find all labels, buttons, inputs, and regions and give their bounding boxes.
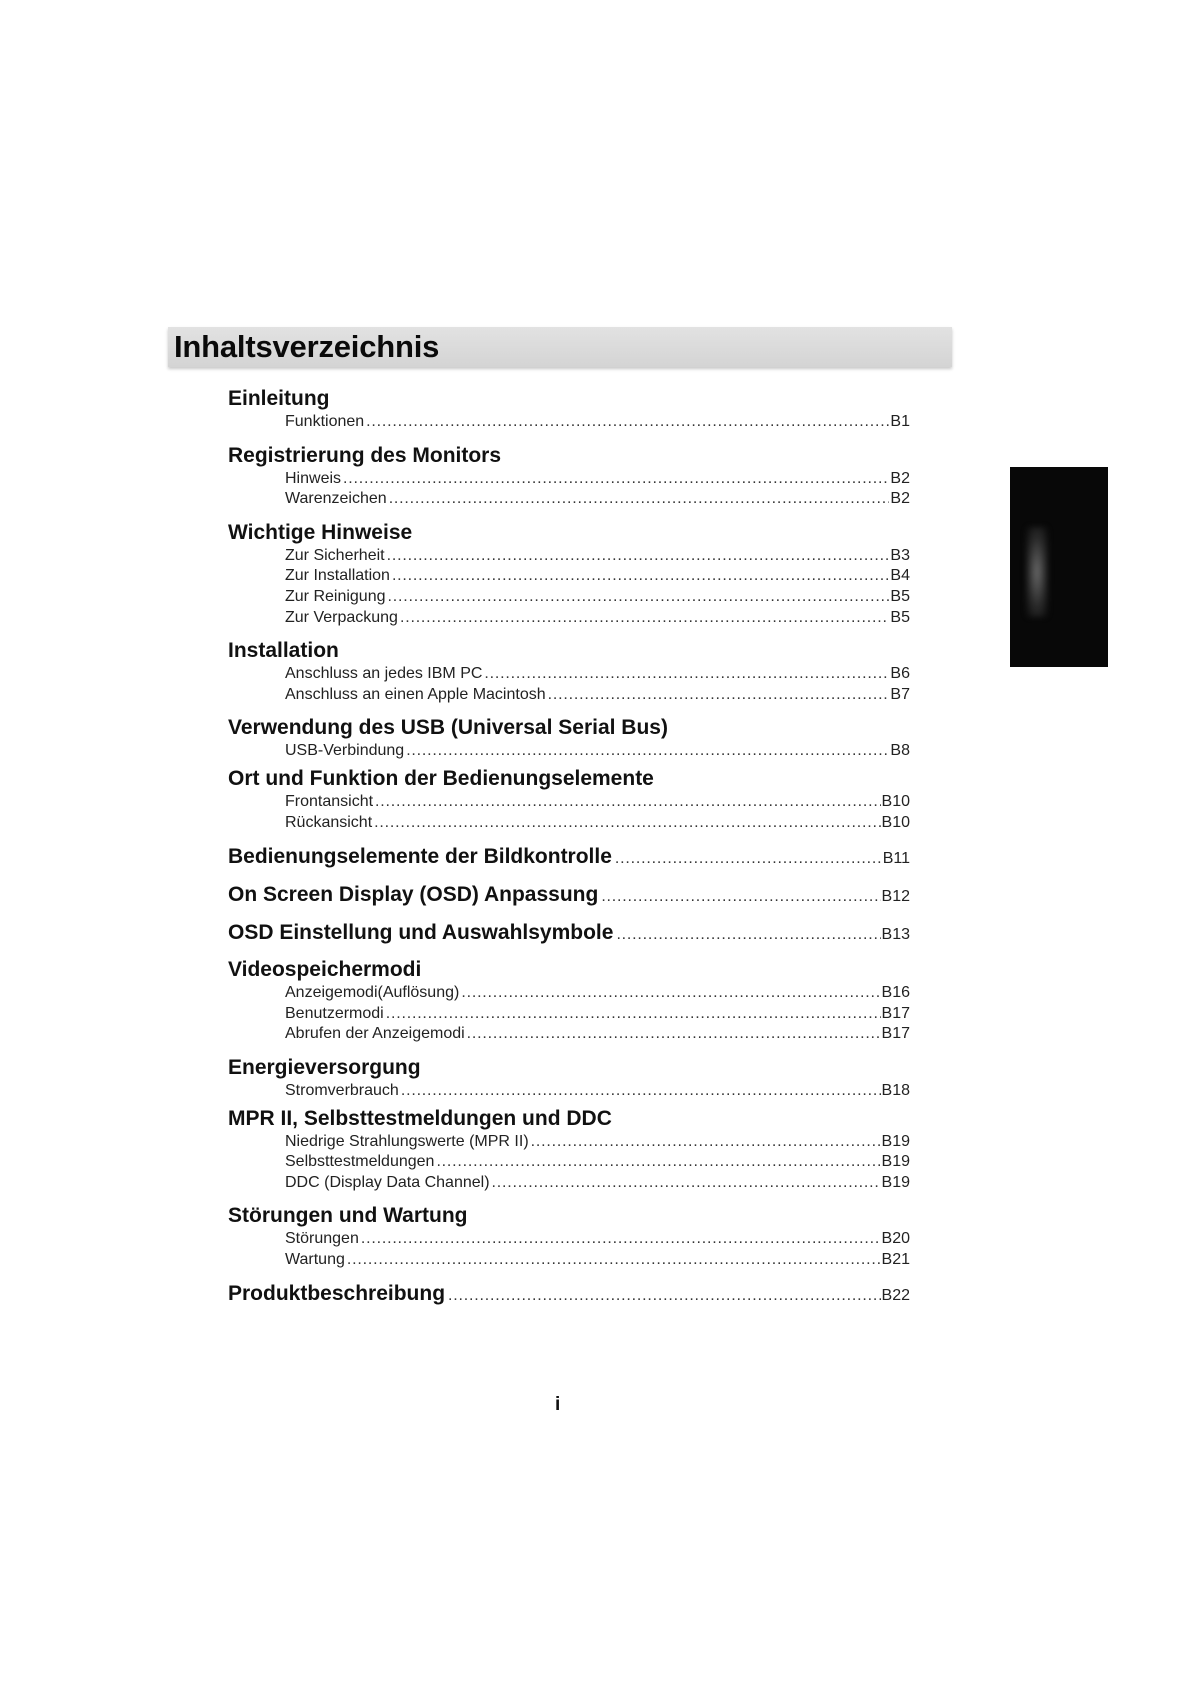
toc-section-usb (228, 715, 910, 762)
table-of-contents (228, 386, 910, 1318)
dot-leader (616, 926, 880, 944)
toc-entry[interactable] (228, 1173, 910, 1194)
toc-entry-label: DDC (Display Data Channel) (285, 1173, 490, 1191)
toc-entry-label: OSD Einstellung und Auswahlsymbole (228, 921, 614, 945)
dot-leader (548, 685, 890, 706)
toc-entry-page: B6 (890, 665, 910, 683)
toc-section-heading: Verwendung des USB (Universal Serial Bus) (228, 716, 668, 740)
toc-entry-label: Störungen (285, 1230, 359, 1248)
toc-section-heading: Einleitung (228, 387, 330, 410)
toc-entry-page: B19 (881, 1132, 910, 1150)
dot-leader (448, 1287, 881, 1305)
toc-entry[interactable] (228, 1152, 910, 1173)
toc-entry-label: Bedienungselemente der Bildkontrolle (228, 845, 612, 869)
toc-entry-label: Produktbeschreibung (228, 1282, 446, 1306)
toc-entry-label: Zur Reinigung (285, 587, 386, 605)
toc-section-heading: Energieversorgung (228, 1055, 421, 1079)
toc-entry[interactable] (228, 685, 910, 706)
toc-entry[interactable] (228, 741, 910, 762)
toc-section-einleitung (228, 386, 910, 433)
toc-entry[interactable] (228, 983, 910, 1004)
dot-leader (601, 888, 880, 906)
toc-entry-page: B5 (890, 608, 910, 626)
toc-entry-osd-einstellung[interactable] (228, 919, 910, 946)
title-bar (168, 327, 952, 367)
toc-section-videospeichermodi (228, 957, 910, 1045)
toc-entry-label: Wartung (285, 1250, 345, 1268)
toc-entry-label: Frontansicht (285, 792, 374, 810)
toc-entry-page: B19 (881, 1173, 910, 1191)
dot-leader (484, 664, 889, 685)
toc-entry-page: B8 (890, 742, 910, 760)
toc-section-bedienungselemente (228, 766, 910, 833)
toc-section-heading: Wichtige Hinweise (228, 520, 413, 544)
toc-section-heading: MPR II, Selbsttestmeldungen und DDC (228, 1106, 612, 1130)
toc-entry[interactable] (228, 1250, 910, 1271)
toc-entry[interactable] (228, 1229, 910, 1250)
toc-section-stoerungen (228, 1203, 910, 1270)
toc-entry-page: B2 (890, 490, 910, 508)
dot-leader (615, 850, 882, 868)
toc-entry-label: USB-Verbindung (285, 742, 405, 760)
toc-entry-label: Funktionen (285, 413, 365, 430)
toc-entry-page: B10 (881, 813, 910, 831)
dot-leader (467, 1024, 881, 1045)
side-tab-marker (1010, 467, 1108, 667)
dot-leader (375, 792, 880, 813)
dot-leader (492, 1173, 881, 1194)
toc-section-heading: Ort und Funktion der Bedienungselemente (228, 766, 654, 790)
toc-entry-page: B4 (890, 567, 910, 585)
toc-section-registrierung (228, 443, 910, 510)
side-tab-glow (1026, 527, 1048, 617)
dot-leader (347, 1250, 881, 1271)
toc-entry-label: Warenzeichen (285, 490, 387, 508)
toc-entry-label: Hinweis (285, 469, 342, 487)
dot-leader (401, 1081, 881, 1102)
toc-entry-label: Stromverbrauch (285, 1081, 399, 1099)
toc-entry-page: B18 (881, 1081, 910, 1099)
toc-entry-label: Zur Verpackung (285, 608, 398, 626)
toc-entry[interactable] (228, 1024, 910, 1045)
toc-entry-label: Abrufen der Anzeigemodi (285, 1025, 465, 1043)
toc-entry-osd-anpassung[interactable] (228, 881, 910, 908)
toc-entry[interactable] (228, 566, 910, 587)
toc-entry[interactable] (228, 469, 910, 490)
toc-entry-page: B7 (890, 685, 910, 703)
toc-entry-page: B12 (881, 888, 910, 906)
toc-section-heading: Störungen und Wartung (228, 1204, 468, 1228)
toc-entry[interactable] (228, 792, 910, 813)
toc-entry-label: Anschluss an jedes IBM PC (285, 665, 483, 683)
toc-entry-label: Anzeigemodi(Auflösung) (285, 984, 460, 1002)
dot-leader (386, 1004, 881, 1025)
dot-leader (374, 813, 880, 834)
toc-entry[interactable] (228, 664, 910, 685)
toc-entry-page: B10 (881, 792, 910, 810)
toc-entry-page: B5 (890, 587, 910, 605)
dot-leader (436, 1152, 880, 1173)
page-title: Inhaltsverzeichnis (174, 329, 440, 364)
toc-entry-label: Benutzermodi (285, 1004, 384, 1022)
toc-entry[interactable] (228, 1081, 910, 1102)
dot-leader (361, 1229, 881, 1250)
toc-entry-page: B2 (890, 469, 910, 487)
toc-section-installation (228, 638, 910, 705)
toc-entry-label: Niedrige Strahlungswerte (MPR II) (285, 1132, 529, 1150)
dot-leader (400, 608, 889, 629)
toc-entry-page: B19 (881, 1153, 910, 1171)
toc-entry[interactable] (228, 608, 910, 629)
toc-entry-label: Rückansicht (285, 813, 373, 831)
toc-entry-page: B13 (881, 926, 910, 944)
toc-entry-page: B20 (881, 1230, 910, 1248)
toc-section-heading: Registrierung des Monitors (228, 443, 502, 467)
toc-entry-page: B22 (881, 1287, 910, 1305)
toc-section-energieversorgung (228, 1055, 910, 1102)
dot-leader (531, 1132, 881, 1153)
toc-entry-page: B3 (890, 546, 910, 564)
toc-entry-label: Anschluss an einen Apple Macintosh (285, 685, 546, 703)
toc-entry-bildkontrolle[interactable] (228, 843, 910, 870)
toc-entry-page: B16 (881, 984, 910, 1002)
toc-section-wichtige-hinweise (228, 520, 910, 628)
dot-leader (387, 546, 890, 567)
dot-leader (406, 741, 889, 762)
toc-section-heading: Videospeichermodi (228, 958, 422, 982)
toc-entry-produktbeschreibung[interactable] (228, 1280, 910, 1307)
toc-entry-page: B1 (890, 413, 910, 430)
toc-entry[interactable] (228, 1132, 910, 1153)
dot-leader (392, 566, 889, 587)
toc-entry[interactable] (228, 412, 910, 433)
toc-entry-page: B17 (881, 1025, 910, 1043)
toc-entry[interactable] (228, 813, 910, 834)
dot-leader (366, 412, 889, 433)
dot-leader (461, 983, 880, 1004)
toc-section-mpr (228, 1106, 910, 1194)
toc-section-heading: Installation (228, 639, 339, 663)
toc-entry[interactable] (228, 546, 910, 567)
toc-entry-page: B11 (882, 850, 910, 868)
toc-entry-label: Zur Installation (285, 567, 390, 585)
toc-entry[interactable] (228, 489, 910, 510)
toc-entry-label: On Screen Display (OSD) Anpassung (228, 883, 599, 907)
toc-entry[interactable] (228, 587, 910, 608)
toc-entry-label: Selbsttestmeldungen (285, 1153, 435, 1171)
dot-leader (388, 587, 890, 608)
dot-leader (343, 469, 889, 490)
toc-entry-label: Zur Sicherheit (285, 546, 385, 564)
toc-entry-page: B21 (881, 1250, 910, 1268)
page-number: i (555, 1394, 561, 1415)
dot-leader (389, 489, 890, 510)
toc-entry[interactable] (228, 1004, 910, 1025)
toc-entry-page: B17 (881, 1004, 910, 1022)
